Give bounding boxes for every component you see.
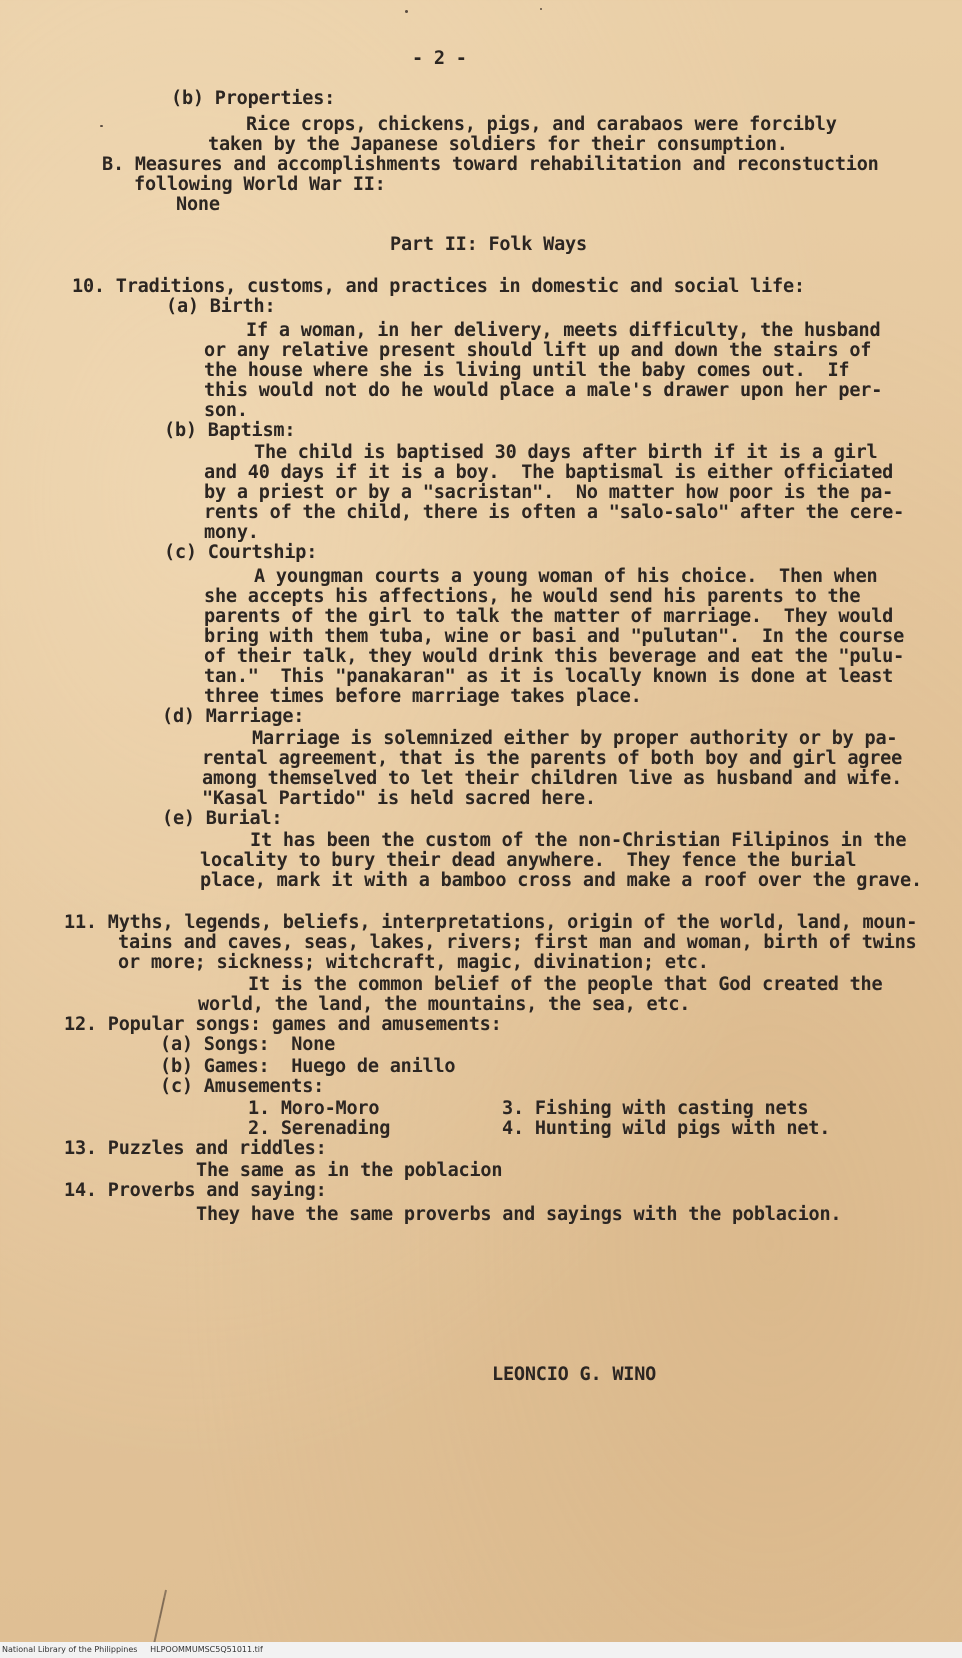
marriage-text-line: rental agreement, that is the parents of both boy and girl agree bbox=[202, 748, 903, 769]
item-10-heading: 10. Traditions, customs, and practices in domestic and social life: bbox=[72, 276, 805, 297]
birth-text-line: son. bbox=[204, 400, 248, 421]
baptism-text-line: by a priest or by a "sacristan". No matter how poor is the pa- bbox=[204, 482, 894, 503]
games-line: (b) Games: Huego de anillo bbox=[160, 1056, 456, 1077]
item-11-text-line: world, the land, the mountains, the sea, etc. bbox=[198, 994, 691, 1015]
marriage-text-line: "Kasal Partido" is held sacred here. bbox=[202, 788, 596, 809]
birth-text-line: the house where she is living until the baby comes out. If bbox=[204, 360, 850, 381]
paper-speck bbox=[405, 10, 408, 13]
item-11-text-line: tains and caves, seas, lakes, rivers; first man and woman, birth of twins bbox=[118, 932, 917, 953]
signature-name: LEONCIO G. WINO bbox=[492, 1364, 657, 1385]
marriage-text-line: among themselved to let their children live as husband and wife. bbox=[202, 768, 903, 789]
courtship-heading: (c) Courtship: bbox=[164, 542, 318, 563]
section-b-heading-cont: following World War II: bbox=[134, 174, 386, 195]
birth-text-line: or any relative present should lift up and down the stairs of bbox=[204, 340, 872, 361]
birth-heading: (a) Birth: bbox=[166, 296, 276, 317]
courtship-text-line: three times before marriage takes place. bbox=[204, 686, 642, 707]
birth-text-line: If a woman, in her delivery, meets difficulty, the husband bbox=[246, 320, 881, 341]
item-13-heading: 13. Puzzles and riddles: bbox=[64, 1138, 327, 1159]
properties-text-line: Rice crops, chickens, pigs, and carabaos were forcibly bbox=[246, 114, 837, 135]
baptism-text-line: mony. bbox=[204, 522, 259, 543]
courtship-text-line: parents of the girl to talk the matter of marriage. They would bbox=[204, 606, 894, 627]
section-b-answer: None bbox=[176, 194, 220, 215]
paper-speck bbox=[100, 125, 103, 127]
item-14-text: They have the same proverbs and sayings with the poblacion. bbox=[196, 1204, 842, 1225]
burial-text-line: place, mark it with a bamboo cross and make a roof over the grave. bbox=[200, 870, 922, 891]
marriage-heading: (d) Marriage: bbox=[162, 706, 305, 727]
baptism-heading: (b) Baptism: bbox=[164, 420, 296, 441]
section-b-heading: B. Measures and accomplishments toward rehabilitation and reconstuction bbox=[102, 154, 879, 175]
amusements-heading: (c) Amusements: bbox=[160, 1076, 325, 1097]
courtship-text-line: of their talk, they would drink this beverage and eat the "pulu- bbox=[204, 646, 905, 667]
baptism-text-line: The child is baptised 30 days after birth if it is a girl bbox=[254, 442, 878, 463]
part-title: Part II: Folk Ways bbox=[390, 234, 587, 255]
item-11-text-line: It is the common belief of the people that God created the bbox=[248, 974, 883, 995]
amusement-item: 2. Serenading bbox=[248, 1118, 391, 1139]
item-13-text: The same as in the poblacion bbox=[196, 1160, 503, 1181]
pencil-mark bbox=[150, 1588, 170, 1646]
courtship-text-line: A youngman courts a young woman of his choice. Then when bbox=[254, 566, 878, 587]
songs-line: (a) Songs: None bbox=[160, 1034, 336, 1055]
item-11-text-line: or more; sickness; witchcraft, magic, divination; etc. bbox=[118, 952, 709, 973]
amusement-item: 4. Hunting wild pigs with net. bbox=[502, 1118, 831, 1139]
marriage-text-line: Marriage is solemnized either by proper authority or by pa- bbox=[252, 728, 898, 749]
burial-text-line: locality to bury their dead anywhere. They fence the burial bbox=[200, 850, 857, 871]
item-11-text-line: 11. Myths, legends, beliefs, interpretations, origin of the world, land, moun- bbox=[64, 912, 918, 933]
burial-heading: (e) Burial: bbox=[162, 808, 283, 829]
amusement-item: 3. Fishing with casting nets bbox=[502, 1098, 809, 1119]
baptism-text-line: and 40 days if it is a boy. The baptismal is either officiated bbox=[204, 462, 894, 483]
footer-caption: National Library of the Philippines HLPOOMMUMSC5Q51011.tif bbox=[0, 1642, 962, 1658]
birth-text-line: this would not do he would place a male's drawer upon her per- bbox=[204, 380, 883, 401]
properties-heading: (b) Properties: bbox=[171, 88, 336, 109]
properties-text-line: taken by the Japanese soldiers for their consumption. bbox=[208, 134, 788, 155]
item-14-heading: 14. Proverbs and saying: bbox=[64, 1180, 327, 1201]
page-number: - 2 - bbox=[412, 48, 467, 69]
courtship-text-line: tan." This "panakaran" as it is locally known is done at least bbox=[204, 666, 894, 687]
burial-text-line: It has been the custom of the non-Christian Filipinos in the bbox=[250, 830, 907, 851]
item-12-heading: 12. Popular songs: games and amusements: bbox=[64, 1014, 502, 1035]
amusement-item: 1. Moro-Moro bbox=[248, 1098, 380, 1119]
paper-speck bbox=[540, 8, 542, 10]
baptism-text-line: rents of the child, there is often a "salo-salo" after the cere- bbox=[204, 502, 905, 523]
courtship-text-line: bring with them tuba, wine or basi and "pulutan". In the course bbox=[204, 626, 905, 647]
courtship-text-line: she accepts his affections, he would send his parents to the bbox=[204, 586, 861, 607]
